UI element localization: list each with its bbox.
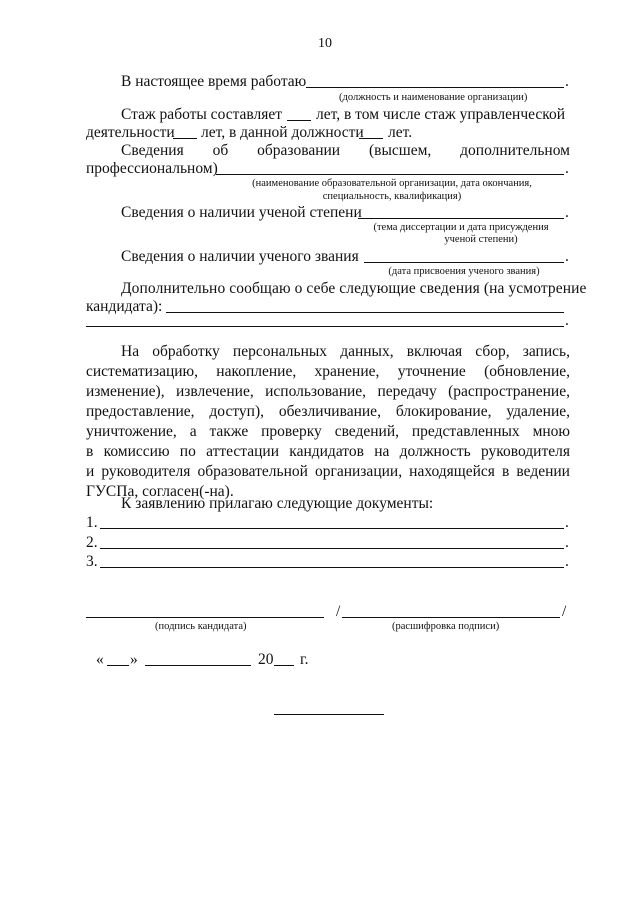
title-caption: (дата присвоения ученого звания) xyxy=(388,266,540,277)
consent-word: проверку xyxy=(261,423,322,440)
consent-line xyxy=(86,363,570,381)
signature-decode-field[interactable] xyxy=(342,617,560,618)
consent-word: а xyxy=(189,423,197,440)
consent-word: также xyxy=(209,423,249,440)
work-end: . xyxy=(565,73,569,90)
consent-word: включая xyxy=(406,343,463,360)
consent-word: систематизацию, xyxy=(86,363,199,380)
date-month-field[interactable] xyxy=(145,665,251,666)
education-line2: профессиональном) xyxy=(86,160,218,177)
education-word: об xyxy=(212,142,229,159)
additional-line1: Дополнительно сообщаю о себе следующие сведения (на усмотрение xyxy=(121,280,587,297)
work-caption: (должность и наименование организации) xyxy=(339,92,528,103)
page-number: 10 xyxy=(318,36,332,51)
date-year-prefix: 20 xyxy=(258,651,274,668)
degree-field[interactable] xyxy=(358,218,564,219)
date-quote-close: » xyxy=(130,651,138,668)
education-word: образовании xyxy=(257,142,341,159)
consent-word: представленных xyxy=(411,423,520,440)
experience-management-field[interactable] xyxy=(173,138,197,139)
education-caption-2: специальность, квалификация) xyxy=(322,191,462,202)
consent-word: использование, xyxy=(265,383,367,400)
consent-word: в xyxy=(502,463,510,480)
additional-field-1[interactable] xyxy=(166,312,564,313)
education-caption-1: (наименование образовательной организации, дата окончания, xyxy=(252,178,532,189)
consent-word: кандидатов xyxy=(289,443,364,460)
consent-word: аттестации xyxy=(206,443,280,460)
consent-word: в xyxy=(86,443,94,460)
consent-word: руководителя xyxy=(101,463,191,480)
additional-line2: кандидата): xyxy=(86,298,163,315)
education-field[interactable] xyxy=(216,174,564,175)
education-word: (высшем, xyxy=(368,142,432,159)
consent-word: по xyxy=(179,443,196,460)
experience-line2-a: деятельности xyxy=(86,124,175,141)
experience-total-field[interactable] xyxy=(287,120,311,121)
consent-word: уничтожение, xyxy=(86,423,177,440)
attachment-field-3[interactable] xyxy=(100,567,564,568)
consent-line xyxy=(86,463,570,481)
consent-line xyxy=(86,403,570,421)
date-day-field[interactable] xyxy=(107,665,129,666)
consent-word: данных, xyxy=(340,343,394,360)
attachment-number: 3. xyxy=(86,553,98,570)
consent-word: предоставление, xyxy=(86,403,195,420)
signature-decode-caption: (расшифровка подписи) xyxy=(392,621,500,632)
education-line1 xyxy=(121,142,570,160)
attachment-end: . xyxy=(565,553,569,570)
consent-word: организации, xyxy=(314,463,403,480)
consent-word: накопление, xyxy=(216,363,297,380)
work-label: В настоящее время работаю xyxy=(121,73,307,90)
additional-end: . xyxy=(565,312,569,329)
education-word: Сведения xyxy=(121,142,184,159)
consent-word: изменение), xyxy=(86,383,165,400)
consent-word: запись, xyxy=(522,343,570,360)
education-word: дополнительном xyxy=(460,142,570,159)
consent-word: передачу xyxy=(377,383,437,400)
consent-word: мною xyxy=(532,423,570,440)
signature-slash-1: / xyxy=(336,603,341,620)
consent-word: комиссию xyxy=(103,443,170,460)
attachment-field-2[interactable] xyxy=(100,548,564,549)
consent-word: находящейся xyxy=(409,463,495,480)
consent-line xyxy=(86,443,570,461)
consent-word: хранение, xyxy=(314,363,380,380)
signature-caption: (подпись кандидата) xyxy=(155,621,247,632)
additional-field-2[interactable] xyxy=(86,326,564,327)
consent-last-line: ГУСПа, согласен(-на). xyxy=(86,483,234,500)
degree-caption-2: ученой степени) xyxy=(444,234,518,245)
attachments-label: К заявлению прилагаю следующие документы: xyxy=(121,495,434,512)
experience-line2-c: лет. xyxy=(388,124,413,141)
closing-separator xyxy=(274,714,384,715)
degree-end: . xyxy=(565,204,569,221)
consent-word: сбор, xyxy=(475,343,510,360)
consent-word: руководителя xyxy=(480,443,570,460)
consent-word: уточнение xyxy=(397,363,466,380)
consent-word: должность xyxy=(399,443,471,460)
attachment-number: 1. xyxy=(86,514,98,531)
date-quote-open: « xyxy=(96,651,104,668)
consent-word: (обновление, xyxy=(484,363,570,380)
degree-caption-1: (тема диссертации и дата присуждения xyxy=(373,222,549,233)
signature-field[interactable] xyxy=(86,617,324,618)
consent-word: на xyxy=(374,443,390,460)
experience-position-field[interactable] xyxy=(359,138,383,139)
title-field[interactable] xyxy=(364,262,564,263)
title-end: . xyxy=(565,248,569,265)
consent-line xyxy=(86,383,570,401)
signature-slash-2: / xyxy=(562,603,567,620)
consent-word: обезличивание, xyxy=(278,403,381,420)
attachment-end: . xyxy=(565,514,569,531)
consent-word: блокирование, xyxy=(395,403,492,420)
consent-word: доступ), xyxy=(209,403,264,420)
consent-word: обработку xyxy=(152,343,220,360)
consent-word: извлечение, xyxy=(175,383,254,400)
consent-word: ведении xyxy=(516,463,570,480)
degree-label: Сведения о наличии ученой степени xyxy=(121,204,362,221)
consent-word: На xyxy=(121,343,140,360)
attachment-field-1[interactable] xyxy=(100,528,564,529)
experience-line1-a: Стаж работы составляет xyxy=(121,106,283,123)
consent-line xyxy=(121,343,570,361)
consent-word: и xyxy=(86,463,95,480)
work-field[interactable] xyxy=(306,87,564,88)
consent-word: (распространение, xyxy=(448,383,570,400)
consent-word: сведений, xyxy=(334,423,399,440)
attachment-number: 2. xyxy=(86,534,98,551)
consent-word: удаление, xyxy=(506,403,570,420)
date-year-suffix: г. xyxy=(300,651,309,668)
attachment-end: . xyxy=(565,534,569,551)
consent-word: персональных xyxy=(232,343,328,360)
experience-line1-b: лет, в том числе стаж управленческой xyxy=(316,106,566,123)
date-year-field[interactable] xyxy=(274,665,294,666)
consent-line xyxy=(86,423,570,441)
experience-line2-b: лет, в данной должности xyxy=(201,124,364,141)
title-label: Сведения о наличии ученого звания xyxy=(121,248,359,265)
consent-word: образовательной xyxy=(197,463,308,480)
education-end: . xyxy=(565,160,569,177)
